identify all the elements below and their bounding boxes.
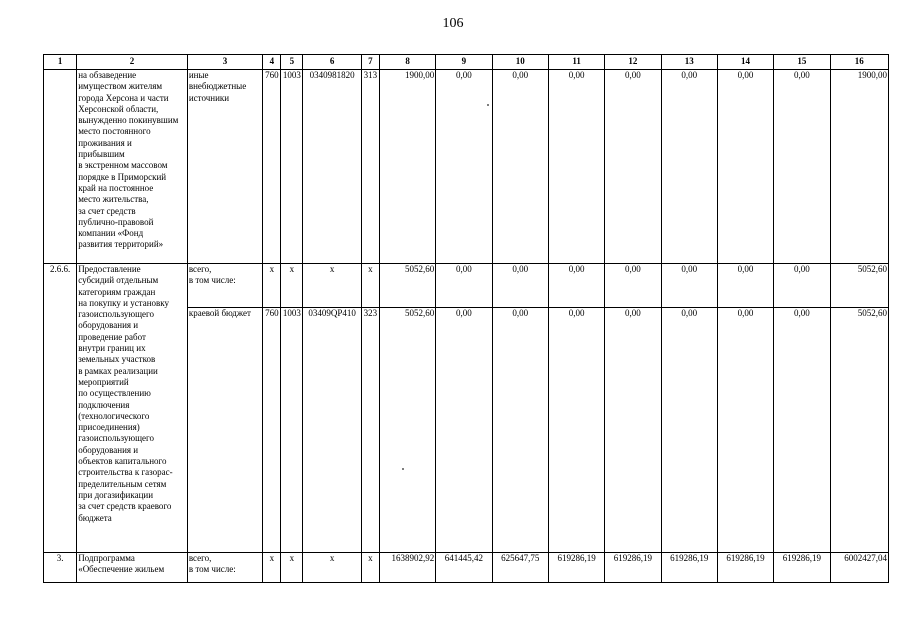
column-header: 14 [717,55,773,70]
cell-col16: 5052,60 [830,308,888,553]
cell-col12: 619286,19 [605,553,661,583]
table-row [44,553,889,583]
cell-col4: x [263,553,281,583]
column-header: 13 [661,55,717,70]
cell-col7: 323 [361,308,379,553]
cell-col7: x [361,553,379,583]
table-row [44,70,889,264]
cell-col10: 625647,75 [492,553,548,583]
budget-table [43,54,889,583]
column-header: 7 [361,55,379,70]
cell-col16: 5052,60 [830,264,888,308]
funding-source: иные внебюджетные источники [187,70,262,264]
page-number: 106 [442,16,464,31]
cell-col11: 0,00 [548,308,604,553]
cell-col6: x [303,553,361,583]
cell-col15: 0,00 [774,308,830,553]
funding-source: всего, в том числе: [187,264,262,308]
column-header: 16 [830,55,888,70]
cell-col11: 0,00 [548,70,604,264]
cell-col6: 03409QP410 [303,308,361,553]
row-number-cell [44,70,77,264]
row-number-cell: 3. [44,553,77,583]
cell-col9: 0,00 [436,70,492,264]
funding-source: всего, в том числе: [187,553,262,583]
cell-col8: 5052,60 [379,264,435,308]
cell-col10: 0,00 [492,264,548,308]
column-header: 12 [605,55,661,70]
cell-col14: 0,00 [717,70,773,264]
cell-col16: 6002427,04 [830,553,888,583]
row-description: Подпрограмма «Обеспечение жильем [77,553,188,583]
cell-col15: 0,00 [774,264,830,308]
row-description: на обзаведение имуществом жителям города Херсона и части Херсонской области, вынужденно покинувшим место постоянного проживания и прибывшим в экстренном массовом порядке в Приморский край на постоянное место жительства, за счет средств публично-правовой компании «Фонд развития территорий» [77,70,188,264]
cell-col16: 1900,00 [830,70,888,264]
column-header: 15 [774,55,830,70]
column-header: 5 [281,55,303,70]
cell-col9: 641445,42 [436,553,492,583]
column-header: 9 [436,55,492,70]
cell-col14: 0,00 [717,308,773,553]
funding-source: краевой бюджет [187,308,262,553]
cell-col13: 0,00 [661,308,717,553]
scan-speck [402,468,404,470]
cell-col7: x [361,264,379,308]
column-header: 3 [187,55,262,70]
cell-col4: 760 [263,70,281,264]
cell-col11: 619286,19 [548,553,604,583]
row-description: Предоставление субсидий отдельным категориям граждан на покупку и установку газоиспользующего оборудования и проведение работ внутри границ их земельных участков в рамках реализации мероприятий по осуществлению подключения (технологического присоединения) газоиспользующего оборудования и объектов капитального строительства к газорас- пределительным сетям при догазификации за счет средств краевого бюджета [77,264,188,553]
cell-col9: 0,00 [436,264,492,308]
cell-col8: 1638902,92 [379,553,435,583]
cell-col4: x [263,264,281,308]
cell-col13: 0,00 [661,70,717,264]
cell-col12: 0,00 [605,70,661,264]
cell-col15: 0,00 [774,70,830,264]
cell-col14: 0,00 [717,264,773,308]
cell-col13: 0,00 [661,264,717,308]
row-number-cell: 2.6.6. [44,264,77,553]
column-header: 8 [379,55,435,70]
cell-col15: 619286,19 [774,553,830,583]
cell-col13: 619286,19 [661,553,717,583]
column-header: 4 [263,55,281,70]
cell-col5: 1003 [281,308,303,553]
cell-col6: 0340981820 [303,70,361,264]
column-header: 10 [492,55,548,70]
cell-col5: x [281,264,303,308]
cell-col8: 5052,60 [379,308,435,553]
column-header: 11 [548,55,604,70]
cell-col5: x [281,553,303,583]
cell-col11: 0,00 [548,264,604,308]
cell-col4: 760 [263,308,281,553]
column-header: 6 [303,55,361,70]
cell-col6: x [303,264,361,308]
cell-col5: 1003 [281,70,303,264]
column-header: 1 [44,55,77,70]
cell-col10: 0,00 [492,70,548,264]
scan-speck [487,104,489,106]
cell-col10: 0,00 [492,308,548,553]
cell-col12: 0,00 [605,264,661,308]
cell-col7: 313 [361,70,379,264]
column-header: 2 [77,55,188,70]
cell-col14: 619286,19 [717,553,773,583]
table-header-row [44,55,889,70]
cell-col8: 1900,00 [379,70,435,264]
table-row [44,264,889,308]
cell-col9: 0,00 [436,308,492,553]
cell-col12: 0,00 [605,308,661,553]
